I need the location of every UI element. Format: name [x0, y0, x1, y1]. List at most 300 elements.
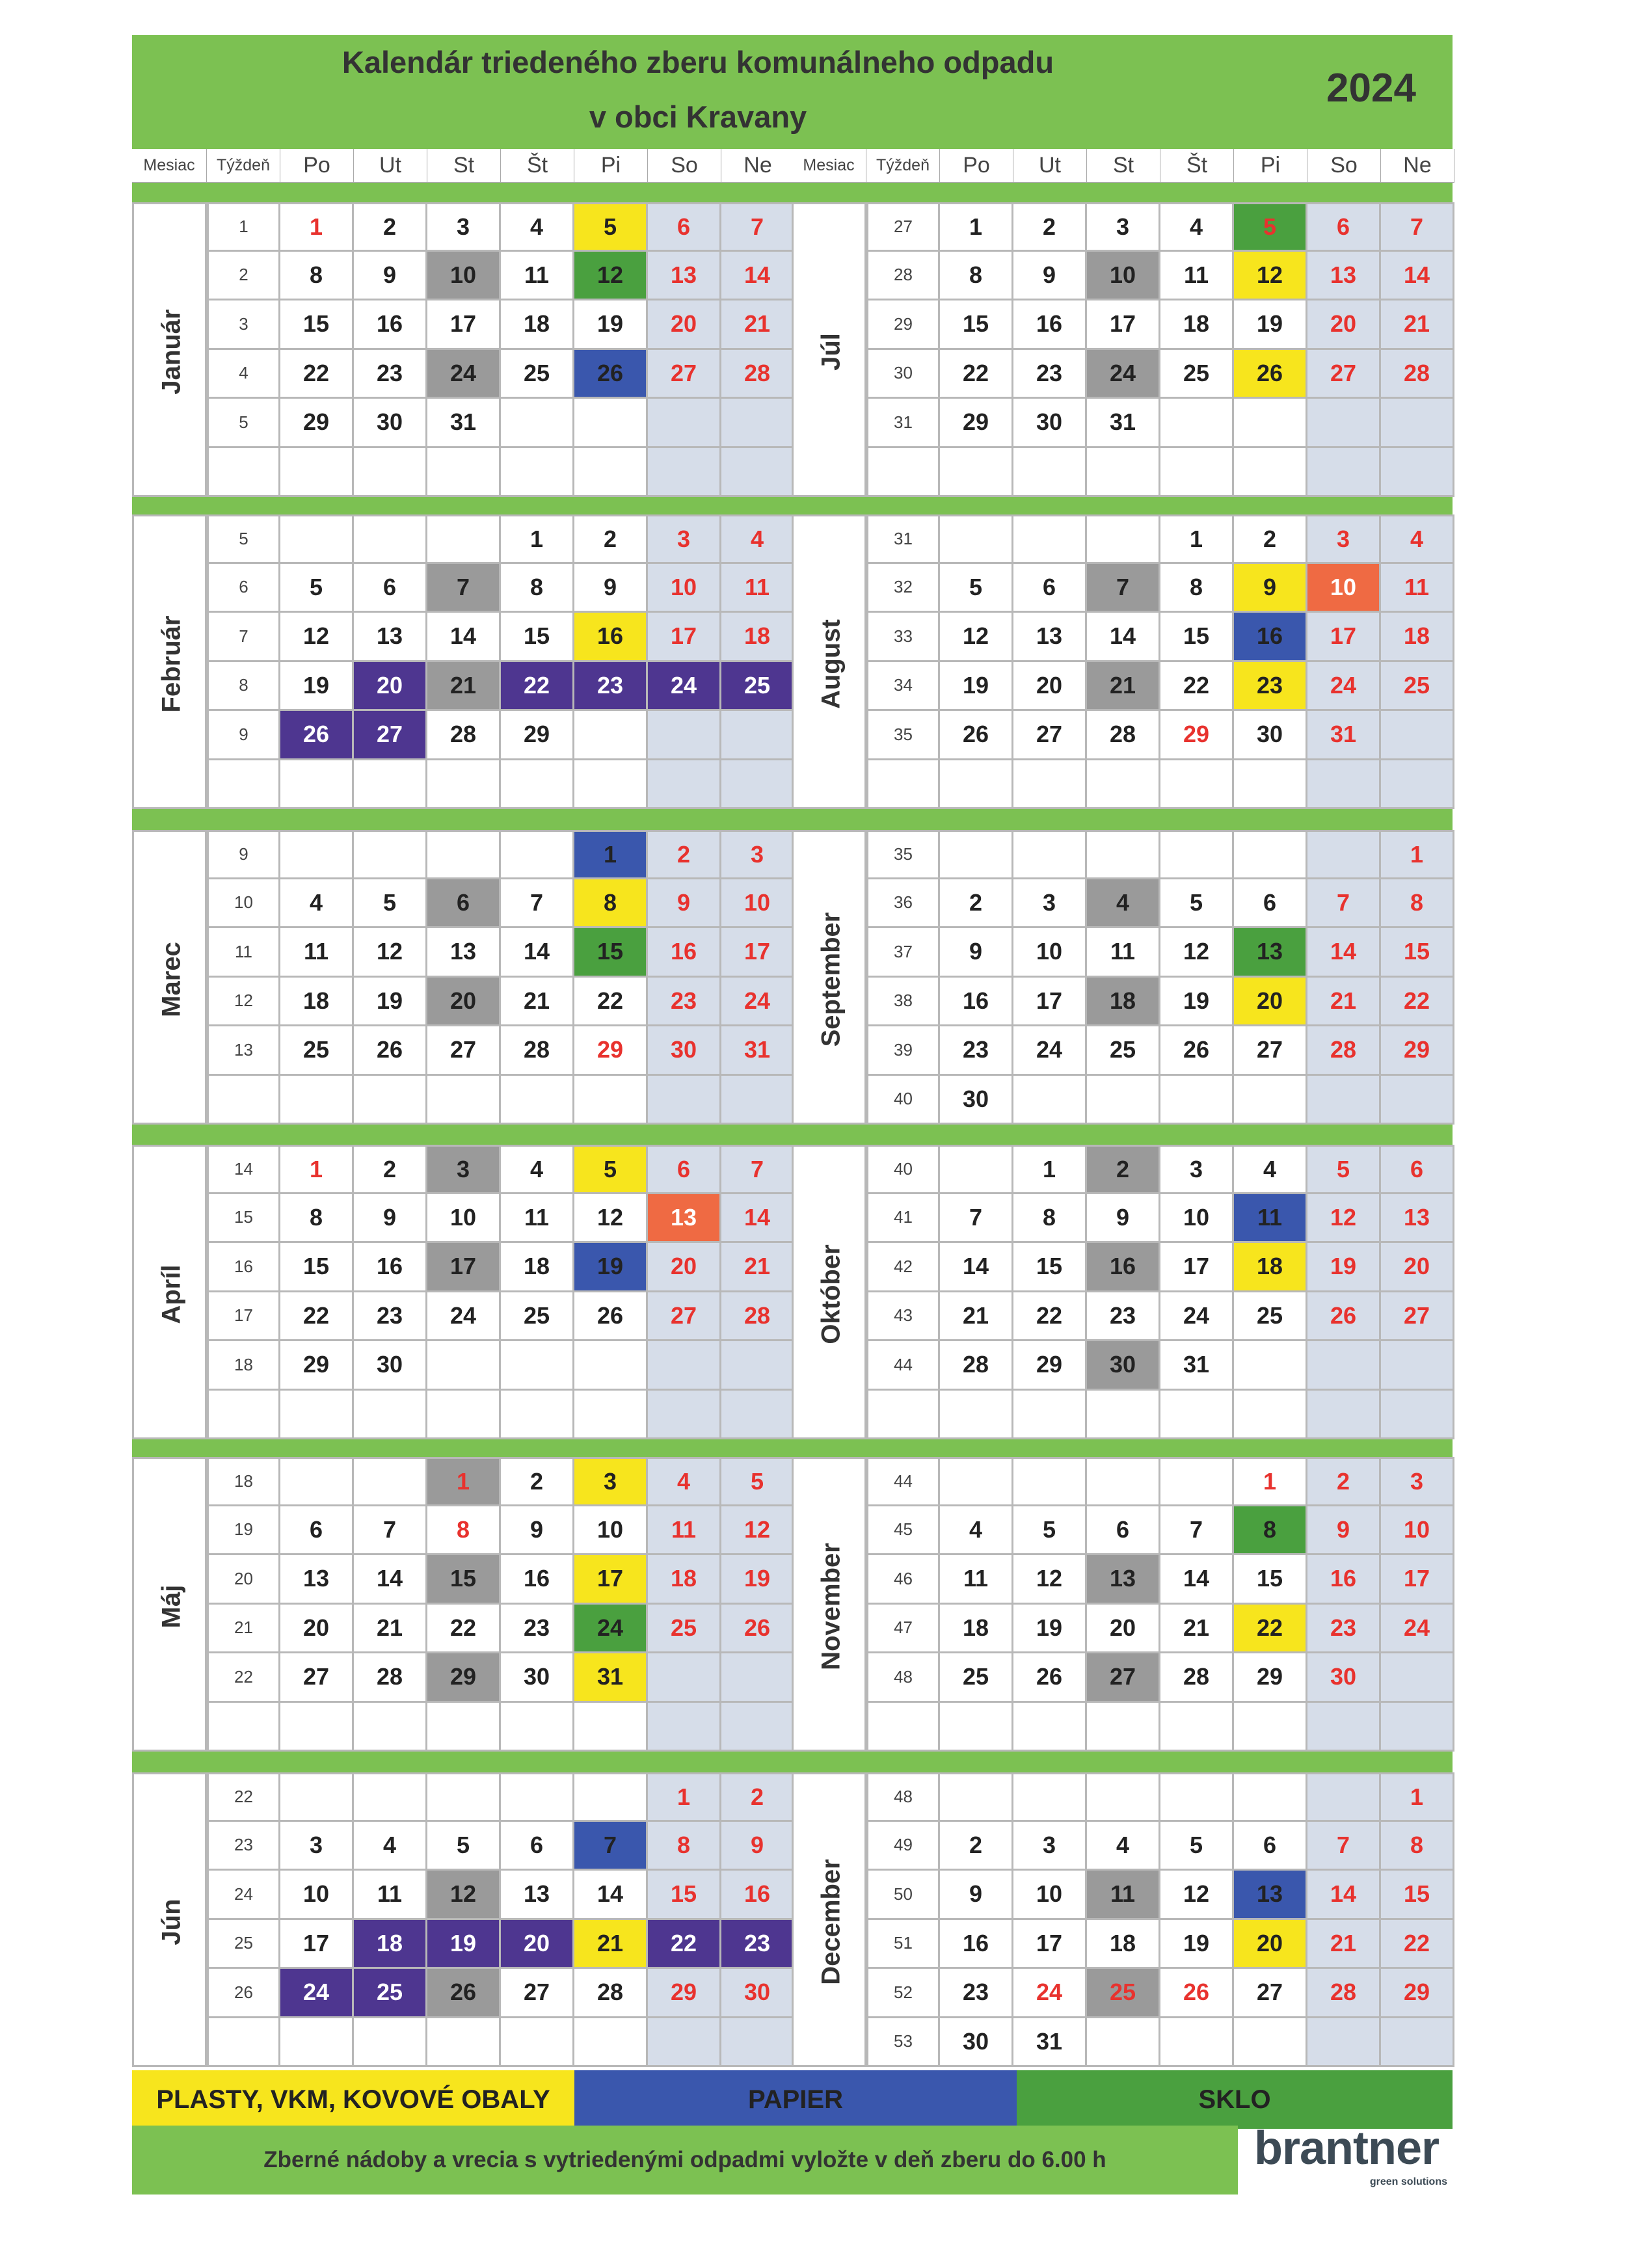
day-cell — [280, 1391, 354, 1440]
day-cell: 18 — [940, 1605, 1013, 1654]
day-cell — [721, 1391, 795, 1440]
day-cell: 2 — [1234, 514, 1307, 564]
day-cell: 23 — [940, 1026, 1013, 1076]
day-cell: 21 — [1307, 978, 1381, 1027]
day-cell — [648, 399, 721, 448]
week-number: 35 — [866, 830, 940, 879]
day-cell: 11 — [501, 1194, 574, 1244]
day-cell: 17 — [427, 1243, 501, 1292]
day-cell: 2 — [1013, 202, 1087, 252]
day-cell — [721, 760, 795, 810]
week-number: 36 — [866, 879, 940, 929]
day-cell: 21 — [501, 978, 574, 1027]
day-cell: 6 — [1234, 879, 1307, 929]
week-number: 16 — [207, 1243, 280, 1292]
day-cell — [721, 1076, 795, 1125]
month-label-cell — [132, 1145, 207, 1439]
day-cell: 19 — [1013, 1605, 1087, 1654]
week-number: 23 — [207, 1822, 280, 1871]
month-name: Máj — [157, 1584, 185, 1628]
day-cell: 21 — [1381, 300, 1454, 350]
day-cell — [1234, 1341, 1307, 1391]
day-cell: 20 — [1381, 1243, 1454, 1292]
day-cell: 10 — [721, 879, 795, 929]
day-cell: 13 — [1234, 1871, 1307, 1920]
day-cell — [501, 830, 574, 879]
day-cell: 10 — [1013, 1871, 1087, 1920]
day-cell: 16 — [940, 978, 1013, 1027]
day-cell — [427, 1076, 501, 1125]
day-cell — [1160, 399, 1234, 448]
day-cell: 11 — [1087, 1871, 1160, 1920]
week-number: 49 — [866, 1822, 940, 1871]
day-cell: 26 — [721, 1605, 795, 1654]
day-cell — [648, 2018, 721, 2068]
day-cell: 19 — [1234, 300, 1307, 350]
week-number: 53 — [866, 2018, 940, 2068]
day-cell: 24 — [427, 350, 501, 399]
day-cell: 31 — [721, 1026, 795, 1076]
day-cell — [940, 1391, 1013, 1440]
day-cell: 13 — [501, 1871, 574, 1920]
week-number: 19 — [207, 1506, 280, 1556]
day-cell: 17 — [1013, 978, 1087, 1027]
header-month: Mesiac — [792, 149, 866, 183]
month-name: Január — [157, 308, 185, 395]
day-cell — [574, 1076, 648, 1125]
day-cell — [648, 448, 721, 498]
day-cell: 9 — [648, 879, 721, 929]
day-cell: 19 — [427, 1920, 501, 1969]
month-name: Február — [157, 615, 185, 712]
day-cell — [280, 1076, 354, 1125]
day-cell: 11 — [648, 1506, 721, 1556]
day-cell: 4 — [721, 514, 795, 564]
separator-band — [132, 1439, 1453, 1457]
day-cell: 2 — [501, 1457, 574, 1506]
day-cell — [1381, 711, 1454, 760]
day-cell — [648, 711, 721, 760]
week-number: 33 — [866, 613, 940, 662]
day-cell: 10 — [1087, 252, 1160, 301]
week-number: 18 — [207, 1341, 280, 1391]
week-number: 50 — [866, 1871, 940, 1920]
week-number: 44 — [866, 1457, 940, 1506]
day-cell: 20 — [1013, 662, 1087, 712]
day-cell — [1307, 399, 1381, 448]
day-cell: 31 — [1307, 711, 1381, 760]
month-name: Jún — [157, 1898, 185, 1945]
header-month: Mesiac — [132, 149, 207, 183]
day-cell: 28 — [427, 711, 501, 760]
day-cell: 18 — [1234, 1243, 1307, 1292]
day-cell: 12 — [574, 252, 648, 301]
day-cell — [940, 1772, 1013, 1822]
day-cell: 24 — [574, 1605, 648, 1654]
day-cell — [280, 1772, 354, 1822]
day-cell — [648, 760, 721, 810]
day-cell: 7 — [721, 202, 795, 252]
week-number: 3 — [207, 300, 280, 350]
week-number: 31 — [866, 514, 940, 564]
day-cell: 1 — [1160, 514, 1234, 564]
day-cell: 16 — [648, 928, 721, 978]
day-cell — [1307, 1772, 1381, 1822]
day-cell: 24 — [648, 662, 721, 712]
day-cell: 28 — [1307, 1026, 1381, 1076]
day-cell: 16 — [1013, 300, 1087, 350]
day-cell: 1 — [1381, 1772, 1454, 1822]
day-cell: 26 — [280, 711, 354, 760]
day-cell: 28 — [1160, 1653, 1234, 1703]
day-cell: 22 — [940, 350, 1013, 399]
week-number — [207, 1391, 280, 1440]
week-number: 39 — [866, 1026, 940, 1076]
day-cell — [574, 448, 648, 498]
day-cell: 7 — [574, 1822, 648, 1871]
day-cell: 16 — [1307, 1555, 1381, 1605]
month-label-cell — [132, 830, 207, 1125]
day-cell: 4 — [280, 879, 354, 929]
day-cell: 1 — [427, 1457, 501, 1506]
day-cell: 10 — [1013, 928, 1087, 978]
day-cell: 6 — [1307, 202, 1381, 252]
week-number — [207, 1076, 280, 1125]
week-number: 40 — [866, 1145, 940, 1194]
week-number: 51 — [866, 1920, 940, 1969]
header-day: Št — [1160, 149, 1234, 183]
day-cell: 25 — [940, 1653, 1013, 1703]
day-cell: 5 — [574, 1145, 648, 1194]
week-number: 26 — [207, 1969, 280, 2018]
day-cell: 29 — [574, 1026, 648, 1076]
day-cell: 15 — [280, 300, 354, 350]
day-cell: 16 — [721, 1871, 795, 1920]
header-day: Po — [280, 149, 354, 183]
day-cell: 18 — [721, 613, 795, 662]
day-cell: 17 — [1307, 613, 1381, 662]
separator-band — [132, 183, 1453, 202]
day-cell: 10 — [427, 252, 501, 301]
day-cell — [427, 760, 501, 810]
day-cell: 10 — [1160, 1194, 1234, 1244]
day-cell: 13 — [354, 613, 427, 662]
calendar-title: Kalendár triedeného zberu komunálneho odpadu — [342, 45, 1054, 79]
title-bar — [132, 35, 1453, 149]
day-cell: 15 — [940, 300, 1013, 350]
week-number: 14 — [207, 1145, 280, 1194]
day-cell — [1013, 1391, 1087, 1440]
day-cell: 14 — [1307, 928, 1381, 978]
day-cell: 23 — [648, 978, 721, 1027]
day-cell: 26 — [1160, 1026, 1234, 1076]
day-cell: 30 — [354, 399, 427, 448]
day-cell: 3 — [1381, 1457, 1454, 1506]
day-cell: 16 — [1234, 613, 1307, 662]
day-cell: 29 — [940, 399, 1013, 448]
week-number — [207, 2018, 280, 2068]
day-cell: 28 — [940, 1341, 1013, 1391]
day-cell: 23 — [1013, 350, 1087, 399]
week-number: 2 — [207, 252, 280, 301]
day-cell: 11 — [354, 1871, 427, 1920]
day-cell: 20 — [648, 300, 721, 350]
day-cell — [721, 1653, 795, 1703]
week-number: 15 — [207, 1194, 280, 1244]
week-number: 43 — [866, 1292, 940, 1342]
day-cell: 11 — [280, 928, 354, 978]
day-cell: 6 — [1234, 1822, 1307, 1871]
day-cell — [1013, 1703, 1087, 1752]
day-cell — [721, 399, 795, 448]
day-cell — [501, 399, 574, 448]
day-cell: 5 — [1234, 202, 1307, 252]
header-week: Týždeň — [866, 149, 940, 183]
day-cell — [721, 1703, 795, 1752]
day-cell: 12 — [1013, 1555, 1087, 1605]
day-cell — [1381, 399, 1454, 448]
day-cell: 20 — [354, 662, 427, 712]
day-cell: 30 — [940, 1076, 1013, 1125]
day-cell: 8 — [574, 879, 648, 929]
day-cell: 2 — [1087, 1145, 1160, 1194]
day-cell: 19 — [574, 1243, 648, 1292]
day-cell: 31 — [574, 1653, 648, 1703]
week-number: 42 — [866, 1243, 940, 1292]
day-cell — [721, 1341, 795, 1391]
day-cell: 25 — [1381, 662, 1454, 712]
month-label-cell — [792, 1457, 866, 1752]
day-cell — [1160, 1772, 1234, 1822]
day-cell: 5 — [1160, 879, 1234, 929]
day-cell: 1 — [574, 830, 648, 879]
day-cell — [501, 2018, 574, 2068]
header-day: Ne — [721, 149, 795, 183]
day-cell: 9 — [354, 252, 427, 301]
day-cell — [648, 1076, 721, 1125]
day-cell: 16 — [940, 1920, 1013, 1969]
day-cell: 14 — [354, 1555, 427, 1605]
week-number: 9 — [207, 711, 280, 760]
day-cell: 16 — [354, 1243, 427, 1292]
day-cell: 3 — [1160, 1145, 1234, 1194]
day-cell — [1234, 399, 1307, 448]
day-cell: 20 — [280, 1605, 354, 1654]
day-cell — [280, 830, 354, 879]
day-cell: 8 — [501, 564, 574, 613]
month-name: August — [816, 619, 845, 709]
month-label-cell — [132, 514, 207, 809]
header-day: Pi — [1234, 149, 1307, 183]
day-cell — [1381, 1076, 1454, 1125]
day-cell — [501, 1772, 574, 1822]
day-cell: 10 — [427, 1194, 501, 1244]
day-cell — [1307, 830, 1381, 879]
brantner-logo — [1239, 2122, 1454, 2193]
day-cell: 5 — [940, 564, 1013, 613]
day-cell: 6 — [501, 1822, 574, 1871]
header-day: So — [648, 149, 721, 183]
day-cell — [1087, 2018, 1160, 2068]
day-cell — [574, 1391, 648, 1440]
day-cell — [1087, 760, 1160, 810]
day-cell — [1234, 1391, 1307, 1440]
day-cell: 26 — [427, 1969, 501, 2018]
day-cell — [280, 1703, 354, 1752]
day-cell: 21 — [574, 1920, 648, 1969]
day-cell — [1307, 2018, 1381, 2068]
day-cell: 8 — [648, 1822, 721, 1871]
day-cell: 27 — [354, 711, 427, 760]
day-cell: 14 — [501, 928, 574, 978]
week-number — [866, 1391, 940, 1440]
day-cell: 9 — [1307, 1506, 1381, 1556]
day-cell: 26 — [574, 1292, 648, 1342]
week-number: 48 — [866, 1772, 940, 1822]
day-cell — [1381, 1391, 1454, 1440]
day-cell — [427, 448, 501, 498]
day-cell — [1013, 448, 1087, 498]
day-cell: 11 — [1234, 1194, 1307, 1244]
day-cell: 10 — [574, 1506, 648, 1556]
day-cell: 2 — [721, 1772, 795, 1822]
week-number: 22 — [207, 1653, 280, 1703]
day-cell: 8 — [1381, 1822, 1454, 1871]
week-number: 20 — [207, 1555, 280, 1605]
day-cell: 27 — [280, 1653, 354, 1703]
day-cell — [1087, 1772, 1160, 1822]
day-cell — [280, 448, 354, 498]
day-cell: 3 — [1307, 514, 1381, 564]
day-cell: 2 — [1307, 1457, 1381, 1506]
day-cell: 22 — [574, 978, 648, 1027]
day-cell: 4 — [1087, 879, 1160, 929]
month-label-cell — [792, 1145, 866, 1439]
day-cell: 15 — [1381, 1871, 1454, 1920]
day-cell: 25 — [354, 1969, 427, 2018]
day-cell — [940, 448, 1013, 498]
day-cell — [1160, 1703, 1234, 1752]
day-cell: 26 — [1160, 1969, 1234, 2018]
month-name: Október — [816, 1244, 845, 1344]
day-cell — [501, 760, 574, 810]
week-number: 45 — [866, 1506, 940, 1556]
day-cell — [574, 1703, 648, 1752]
day-cell — [1087, 514, 1160, 564]
day-cell: 13 — [1013, 613, 1087, 662]
day-cell: 29 — [1160, 711, 1234, 760]
week-number: 30 — [866, 350, 940, 399]
month-name: Júl — [816, 332, 845, 371]
day-cell: 22 — [280, 1292, 354, 1342]
day-cell: 14 — [940, 1243, 1013, 1292]
day-cell: 27 — [1234, 1969, 1307, 2018]
day-cell — [354, 760, 427, 810]
day-cell — [1234, 830, 1307, 879]
day-cell: 4 — [940, 1506, 1013, 1556]
day-cell: 28 — [354, 1653, 427, 1703]
day-cell: 7 — [1307, 1822, 1381, 1871]
day-cell: 17 — [648, 613, 721, 662]
week-number: 21 — [207, 1605, 280, 1654]
week-number: 7 — [207, 613, 280, 662]
day-cell — [1381, 1653, 1454, 1703]
day-cell: 9 — [940, 928, 1013, 978]
day-cell: 21 — [1087, 662, 1160, 712]
header-day: St — [1087, 149, 1160, 183]
day-cell — [354, 1391, 427, 1440]
day-cell: 17 — [1013, 1920, 1087, 1969]
day-cell: 17 — [1087, 300, 1160, 350]
day-cell: 3 — [721, 830, 795, 879]
day-cell: 18 — [280, 978, 354, 1027]
day-cell: 21 — [940, 1292, 1013, 1342]
day-cell — [280, 760, 354, 810]
day-cell: 1 — [648, 1772, 721, 1822]
day-cell: 25 — [1160, 350, 1234, 399]
day-cell: 25 — [648, 1605, 721, 1654]
day-cell: 21 — [721, 1243, 795, 1292]
day-cell: 3 — [1013, 1822, 1087, 1871]
day-cell: 28 — [1307, 1969, 1381, 2018]
day-cell — [1234, 448, 1307, 498]
week-number — [866, 448, 940, 498]
day-cell: 31 — [1160, 1341, 1234, 1391]
day-cell: 18 — [501, 300, 574, 350]
week-number: 6 — [207, 564, 280, 613]
day-cell: 8 — [1013, 1194, 1087, 1244]
day-cell: 17 — [574, 1555, 648, 1605]
week-number: 22 — [207, 1772, 280, 1822]
day-cell: 7 — [1381, 202, 1454, 252]
day-cell: 3 — [427, 1145, 501, 1194]
day-cell: 13 — [280, 1555, 354, 1605]
day-cell: 22 — [427, 1605, 501, 1654]
month-label-cell — [792, 830, 866, 1125]
day-cell — [427, 514, 501, 564]
day-cell: 10 — [1307, 564, 1381, 613]
day-cell: 23 — [940, 1969, 1013, 2018]
header-day: St — [427, 149, 501, 183]
day-cell: 30 — [501, 1653, 574, 1703]
day-cell: 4 — [501, 202, 574, 252]
day-cell: 27 — [1087, 1653, 1160, 1703]
day-cell: 8 — [280, 252, 354, 301]
day-cell — [940, 1145, 1013, 1194]
day-cell: 12 — [721, 1506, 795, 1556]
day-cell — [1160, 830, 1234, 879]
day-cell: 3 — [427, 202, 501, 252]
day-cell: 5 — [427, 1822, 501, 1871]
day-cell — [427, 2018, 501, 2068]
day-cell: 24 — [721, 978, 795, 1027]
day-cell: 11 — [1160, 252, 1234, 301]
day-cell — [354, 1772, 427, 1822]
day-cell — [574, 711, 648, 760]
day-cell: 18 — [1087, 1920, 1160, 1969]
month-name: Marec — [157, 941, 185, 1017]
day-cell: 18 — [648, 1555, 721, 1605]
week-number: 25 — [207, 1920, 280, 1969]
day-cell: 25 — [1234, 1292, 1307, 1342]
day-cell — [501, 1703, 574, 1752]
day-cell: 8 — [1234, 1506, 1307, 1556]
day-cell: 28 — [721, 350, 795, 399]
day-cell — [1307, 1391, 1381, 1440]
day-cell: 9 — [354, 1194, 427, 1244]
day-cell: 11 — [1381, 564, 1454, 613]
day-cell — [501, 1341, 574, 1391]
